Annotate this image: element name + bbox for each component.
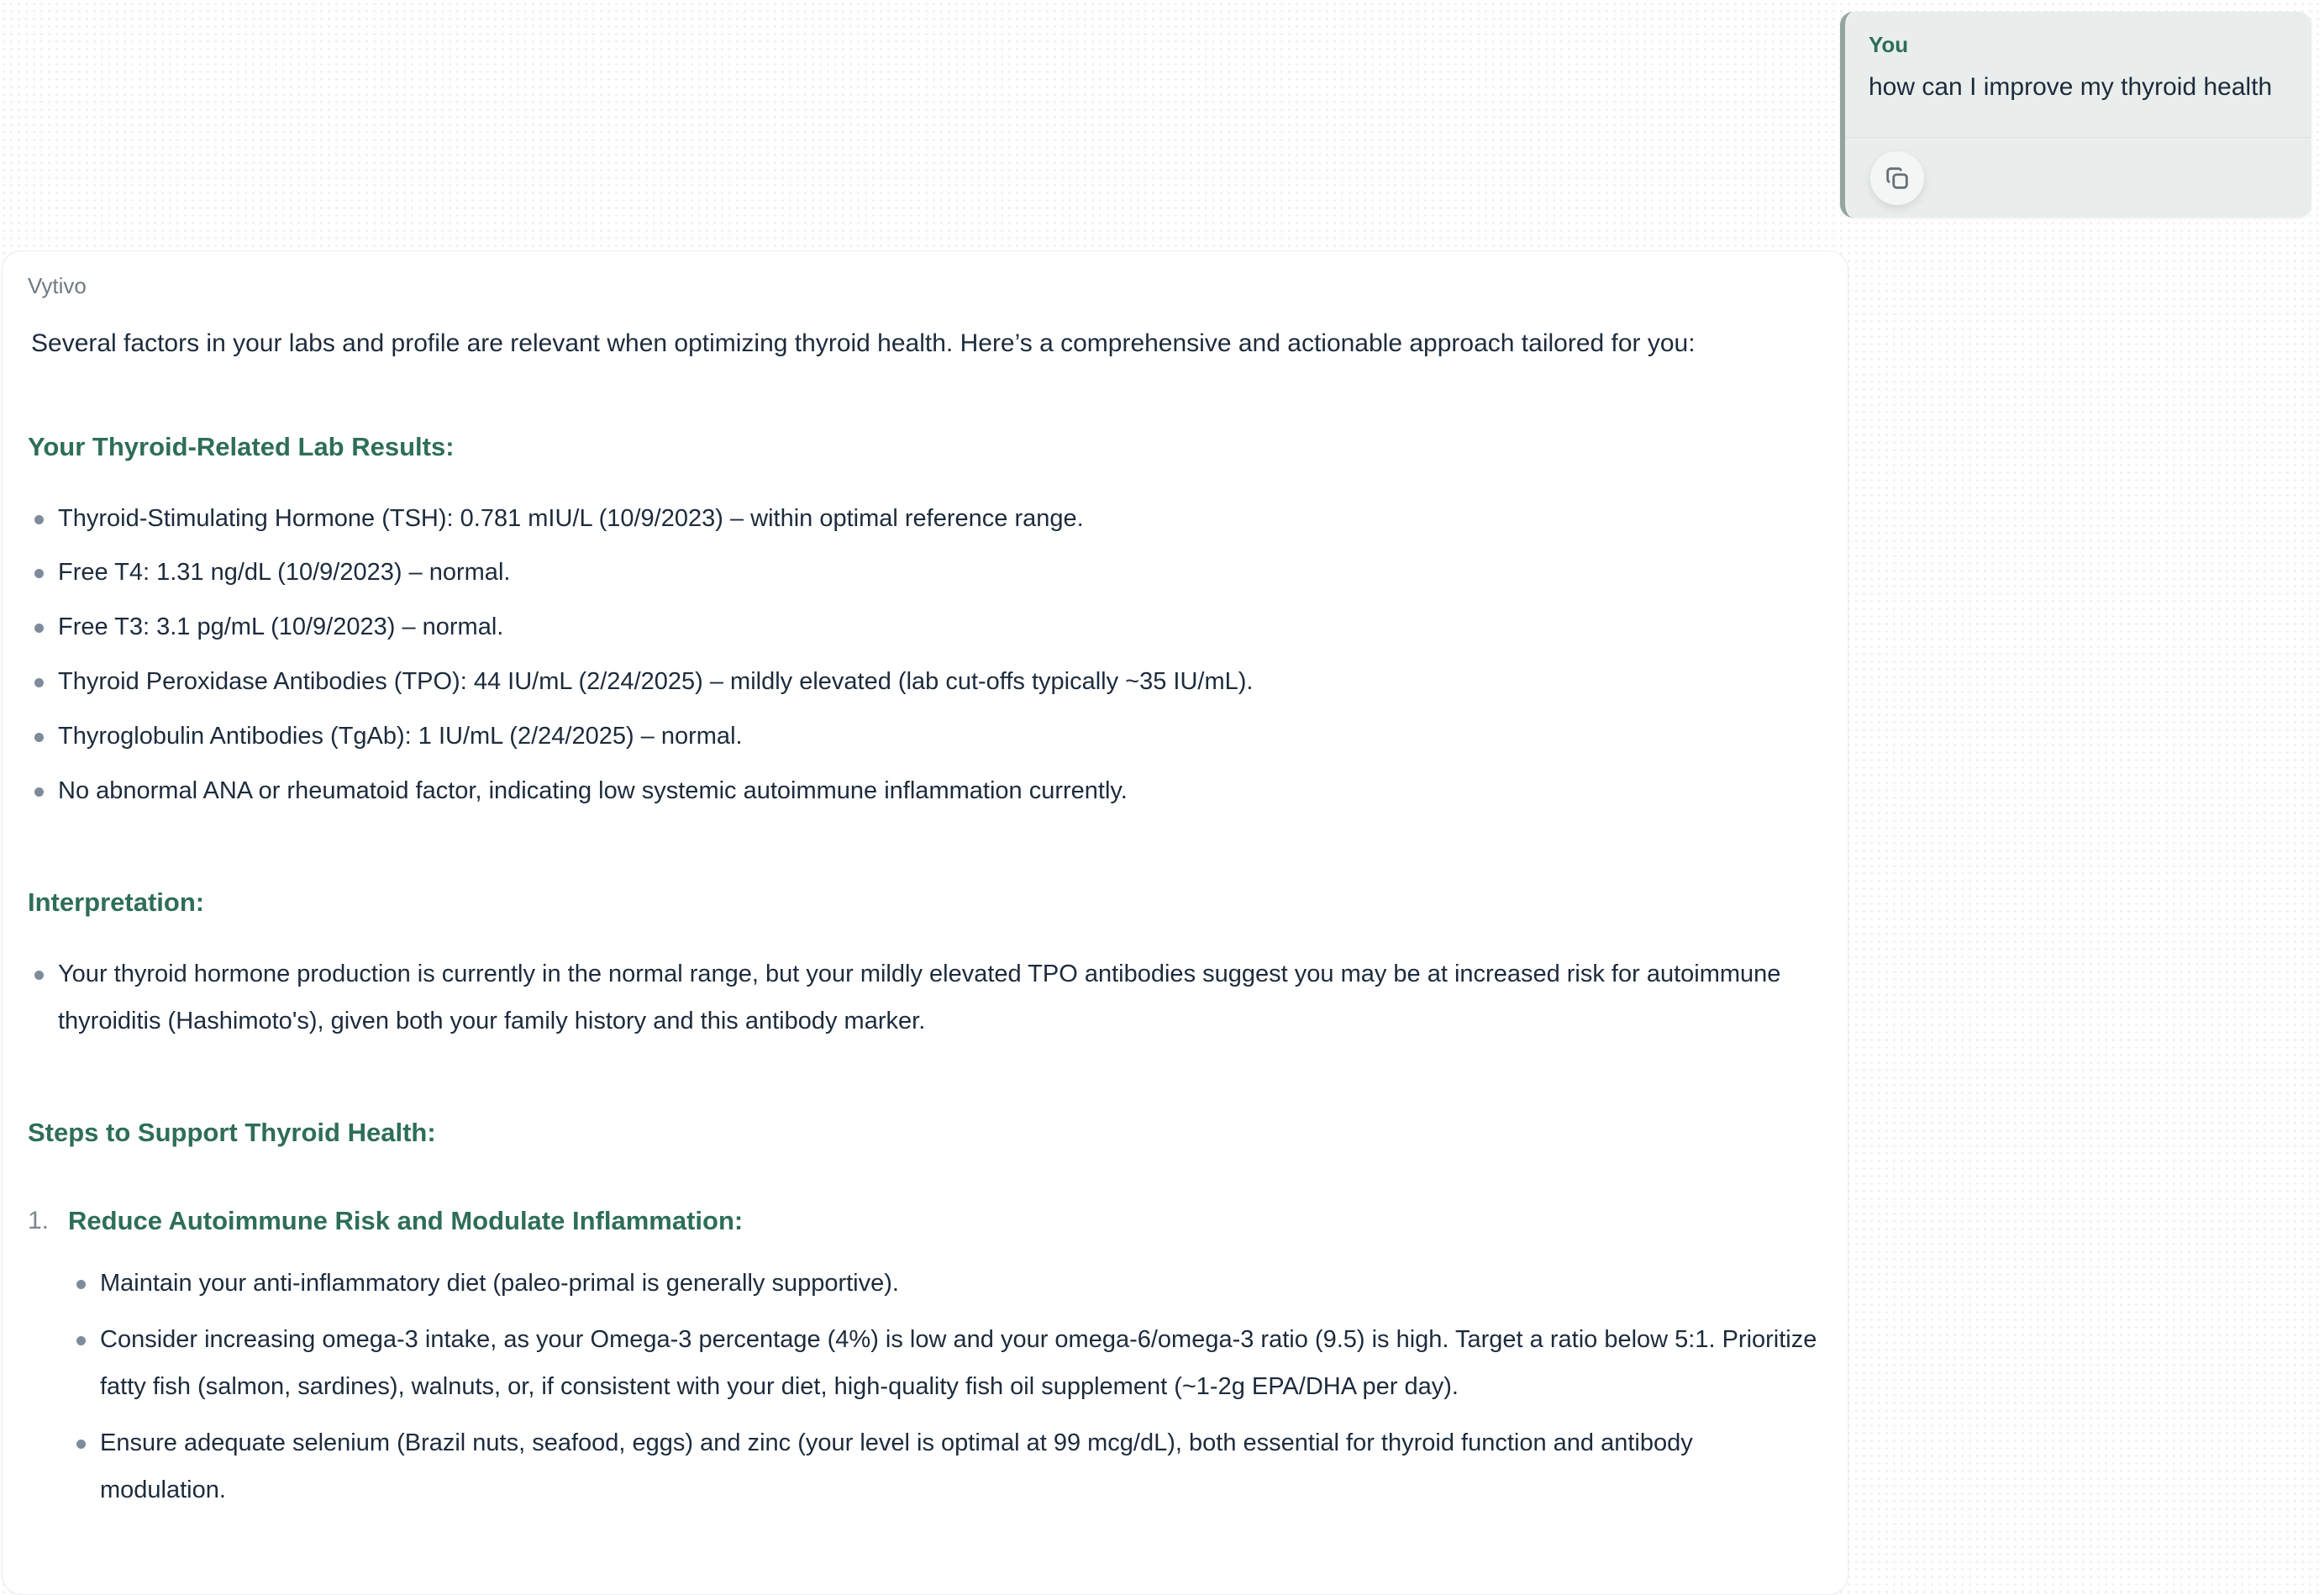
section-heading-lab-results: Your Thyroid-Related Lab Results: — [28, 431, 455, 461]
interpretation-list — [28, 951, 1822, 1045]
list-item-text: No abnormal ANA or rheumatoid factor, indicating low systemic autoimmune inflammation currently. — [58, 777, 1128, 805]
step-number: 1. — [28, 1207, 50, 1235]
list-item — [28, 713, 1822, 761]
list-item — [28, 1261, 1822, 1308]
step-substeps-list — [28, 1261, 1822, 1514]
list-item — [28, 604, 1822, 651]
list-item-text: Free T3: 3.1 pg/mL (10/9/2023) – normal. — [58, 613, 504, 641]
list-item — [28, 496, 1822, 543]
user-message-actions — [1845, 138, 2311, 205]
bullet-dot — [34, 624, 44, 633]
bullet-dot — [76, 1280, 86, 1289]
numbered-step — [28, 1203, 1822, 1239]
list-item — [28, 550, 1822, 597]
bullet-dot — [76, 1440, 86, 1449]
list-item — [28, 1420, 1822, 1514]
user-message-sender: You — [1869, 32, 1909, 57]
bullet-dot — [34, 733, 44, 742]
assistant-intro: Several factors in your labs and profile are relevant when optimizing thyroid health. Here’s a comprehensive and actionable approach tailored for you: — [31, 329, 1696, 357]
user-message-bubble — [1840, 12, 2311, 218]
list-item — [28, 1317, 1822, 1411]
bullet-dot — [34, 569, 44, 578]
bullet-dot — [34, 971, 44, 980]
list-item — [28, 768, 1822, 815]
list-item-text: Consider increasing omega-3 intake, as your Omega-3 percentage (4%) is low and your omega-6/omega-3 ratio (9.5) is high. Target a ratio below 5:1. Prioritize fatty fish (salmon, sardines), walnuts, or, if consistent with your diet, high-quality fish oil supplement (~1-2g EPA/DHA per day). — [100, 1326, 1817, 1401]
list-item — [28, 951, 1822, 1045]
list-item-text: Ensure adequate selenium (Brazil nuts, seafood, eggs) and zinc (your level is optimal at 99 mcg/dL), both essential for thyroid function and antibody modulation. — [100, 1429, 1693, 1504]
list-item-text: Free T4: 1.31 ng/dL (10/9/2023) – normal. — [58, 559, 511, 587]
user-message-text: how can I improve my thyroid health — [1869, 73, 2273, 101]
assistant-message-card — [2, 250, 1848, 1595]
section-heading-interpretation: Interpretation: — [28, 887, 205, 918]
bullet-dot — [76, 1336, 86, 1345]
list-item-text: Your thyroid hormone production is currently in the normal range, but your mildly elevated TPO antibodies suggest you may be at increased risk for autoimmune thyroiditis (Hashimoto's), given both your family history and this antibody marker. — [58, 961, 1781, 1035]
section-heading-steps: Steps to Support Thyroid Health: — [28, 1118, 436, 1148]
bullet-dot — [34, 678, 44, 687]
lab-results-list — [28, 496, 1822, 816]
assistant-name: Vytivo — [28, 273, 87, 298]
list-item-text: Thyroid-Stimulating Hormone (TSH): 0.781 mIU/L (10/9/2023) – within optimal reference range. — [58, 504, 1084, 532]
list-item-text: Maintain your anti-inflammatory diet (paleo-primal is generally supportive). — [100, 1270, 899, 1298]
bullet-dot — [34, 787, 44, 797]
user-message-body — [1845, 12, 2311, 138]
copy-button[interactable] — [1870, 151, 1924, 205]
list-item-text: Thyroid Peroxidase Antibodies (TPO): 44 IU/mL (2/24/2025) – mildly elevated (lab cut-offs typically ~35 IU/mL). — [58, 668, 1254, 696]
list-item-text: Thyroglobulin Antibodies (TgAb): 1 IU/mL (2/24/2025) – normal. — [58, 723, 743, 750]
copy-icon — [1883, 164, 1911, 192]
bullet-dot — [34, 515, 44, 524]
step-title: Reduce Autoimmune Risk and Modulate Inflammation: — [68, 1206, 744, 1236]
list-item — [28, 659, 1822, 706]
